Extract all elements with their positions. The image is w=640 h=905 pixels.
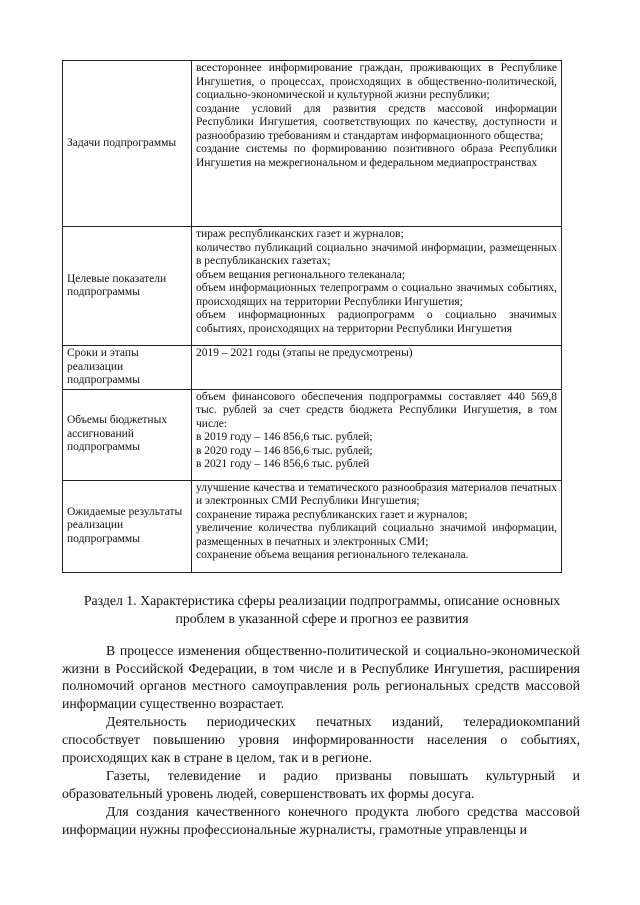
- table-row: [63, 346, 562, 390]
- table-cell-item: сохранение тиража республиканских газет и журналов;: [196, 508, 468, 521]
- table-cell-item: улучшение качества и тематического разнообразия материалов печатных и электронных СМИ Республики Ингушетия;: [196, 481, 557, 507]
- row-value-tasks: [192, 61, 562, 227]
- paragraph: Для создания качественного конечного продукта любого средства массовой информации нужны профессиональные журналисты, грамотные управленцы и: [62, 804, 580, 837]
- table-cell-item: объем информационных радиопрограмм о социально значимых событиях, происходящих на территории Республики Ингушетия: [196, 309, 557, 335]
- table-cell-item: сохранение объема вещания регионального телеканала.: [196, 549, 469, 561]
- table-cell-item: объем финансового обеспечения подпрограммы составляет 440 569,8 тыс. рублей за счет средств бюджета Республики Ингушетия, в том числе:: [196, 390, 557, 430]
- table-cell-item: количество публикаций социально значимой информации, размещенных в республиканских газетах;: [196, 241, 557, 267]
- paragraph: Деятельность периодических печатных изданий, телерадиокомпаний способствует повышению уровня информированности населения о событиях, происходящих как в стране в целом, так и в регионе.: [62, 714, 580, 765]
- table-cell-item: в 2021 году – 146 856,6 тыс. рублей: [196, 458, 370, 470]
- table-cell-item: объем информационных телепрограмм о социально значимых событиях, происходящих на территории Республики Ингушетия;: [196, 282, 557, 308]
- row-label-results: Ожидаемые результаты реализации подпрограммы: [63, 480, 192, 572]
- row-value-budget: [192, 389, 562, 480]
- table-cell-item: создание системы по формированию позитивного образа Республики Ингушетия на межрегиональном и федеральном медиапространствах: [196, 143, 557, 169]
- paragraph: В процессе изменения общественно-политической и социально-экономической жизни в Российской Федерации, в том числе и в Республике Ингушетия, расширения полномочий органов местного самоуправления роль региональных средств массовой информации существенно возрастает.: [62, 643, 580, 711]
- section-heading: Раздел 1. Характеристика сферы реализации подпрограммы, описание основных проблем в указанной сфере и прогноз ее развития: [83, 593, 561, 626]
- table-row: [63, 227, 562, 346]
- row-label-budget: Объемы бюджетных ассигнований подпрограммы: [63, 389, 192, 480]
- table-cell-item: тираж республиканских газет и журналов;: [196, 228, 404, 240]
- table-cell-item: увеличение количества публикаций социально значимой информации, размещенных в печатных и электронных СМИ;: [196, 522, 557, 548]
- table-cell-item: создание условий для развития средств массовой информации Республики Ингушетия, соответствующих по качеству, доступности и разнообразию требованиям и стандартам информационного общества;: [196, 102, 557, 142]
- row-label-terms: Сроки и этапы реализации подпрограммы: [63, 346, 192, 390]
- table-cell-item: всестороннее информирование граждан, проживающих в Республике Ингушетия, о процессах, происходящих в общественно-политической, социально-экономической и культурной жизни республики;: [196, 62, 557, 101]
- paragraph: Газеты, телевидение и радио призваны повышать культурный и образовательный уровень людей, совершенствовать их формы досуга.: [62, 768, 580, 801]
- table-cell-item: объем вещания регионального телеканала;: [196, 268, 406, 281]
- row-label-targets: Целевые показатели подпрограммы: [63, 227, 192, 346]
- table-row: [63, 389, 562, 480]
- row-label-tasks: Задачи подпрограммы: [63, 61, 192, 227]
- table-cell-item: в 2020 году – 146 856,6 тыс. рублей;: [196, 444, 373, 457]
- table-cell-item: в 2019 году – 146 856,6 тыс. рублей;: [196, 431, 373, 443]
- row-value-results: [192, 480, 562, 572]
- table-row: [63, 480, 562, 572]
- row-value-terms: [192, 346, 562, 390]
- section-body: [62, 642, 580, 840]
- table-row: [63, 61, 562, 227]
- table-cell-item: 2019 – 2021 годы (этапы не предусмотрены): [196, 347, 413, 359]
- subprogram-passport-table: [62, 60, 562, 573]
- row-value-targets: [192, 227, 562, 346]
